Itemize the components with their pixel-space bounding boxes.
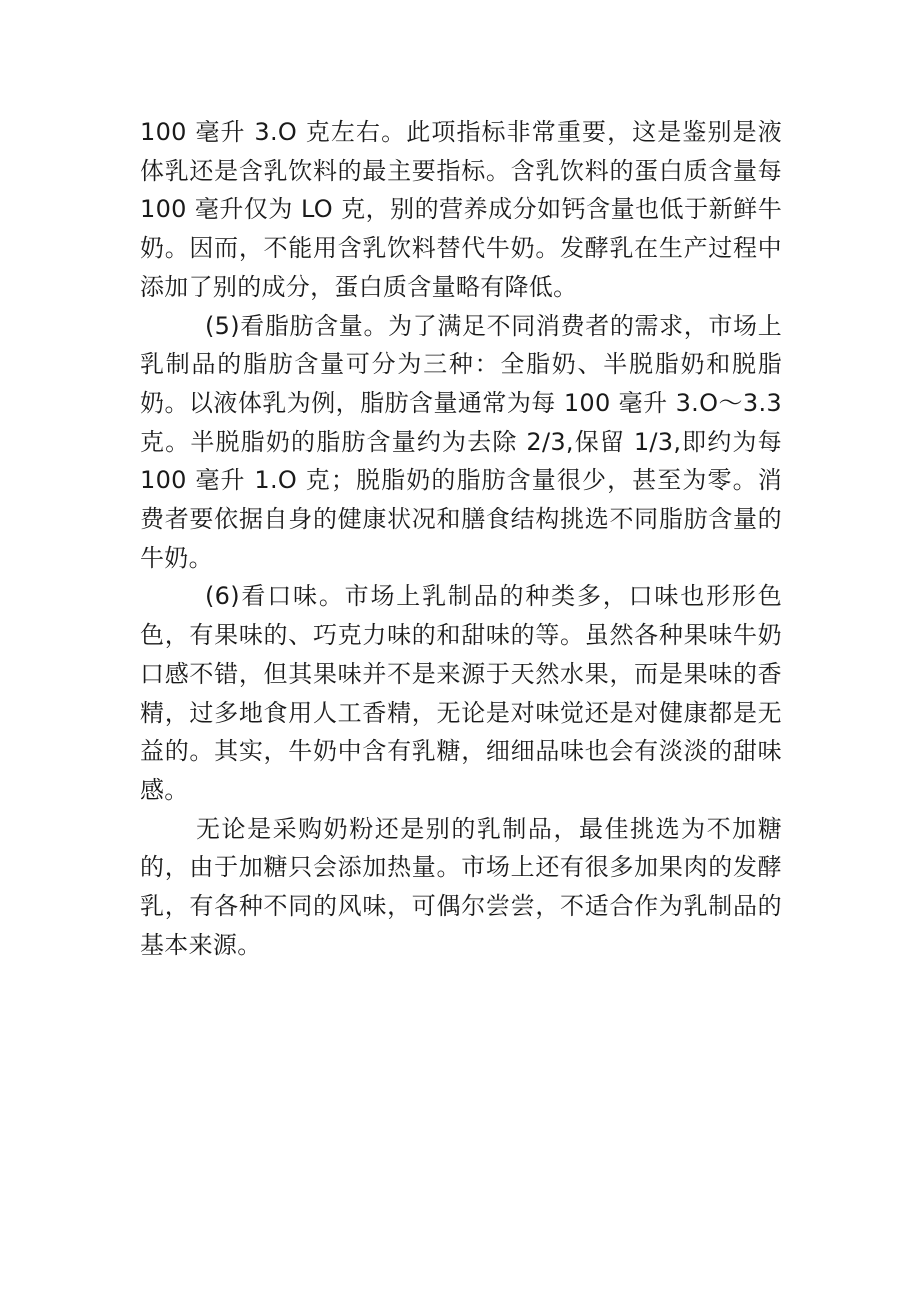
paragraph-conclusion: 无论是采购奶粉还是别的乳制品，最佳挑选为不加糖的，由于加糖只会添加热量。市场上还有很多加果肉的发酵乳，有各种不同的风味，可偶尔尝尝，不适合作为乳制品的基本来源。 xyxy=(140,814,782,959)
paragraph-flavor: (6)看口味。市场上乳制品的种类多，口味也形形色色，有果味的、巧克力味的和甜味的等。虽然各种果味牛奶口感不错，但其果味并不是来源于天然水果，而是果味的香精，过多地食用人工香精，无论是对味觉还是对健康都是无益的。其实，牛奶中含有乳糖，细细品味也会有淡淡的甜味感。 xyxy=(140,582,782,804)
body-text xyxy=(140,113,782,964)
paragraph-fat-content: (5)看脂肪含量。为了满足不同消费者的需求，市场上乳制品的脂肪含量可分为三种：全脂奶、半脱脂奶和脱脂奶。以液体乳为例，脂肪含量通常为每 100 毫升 3.O～3.3 克。半脱脂奶的脂肪含量约为去除 2/3,保留 1/3,即约为每 100 毫升 1.O 克；脱脂奶的脂肪含量很少，甚至为零。消费者要依据自身的健康状况和膳食结构挑选不同脂肪含量的牛奶。 xyxy=(140,311,782,572)
paragraph-protein: 100 毫升 3.O 克左右。此项指标非常重要，这是鉴别是液体乳还是含乳饮料的最主要指标。含乳饮料的蛋白质含量每 100 毫升仅为 LO 克，别的营养成分如钙含量也低于新鲜牛奶。因而，不能用含乳饮料替代牛奶。发酵乳在生产过程中添加了别的成分，蛋白质含量略有降低。 xyxy=(140,118,782,301)
